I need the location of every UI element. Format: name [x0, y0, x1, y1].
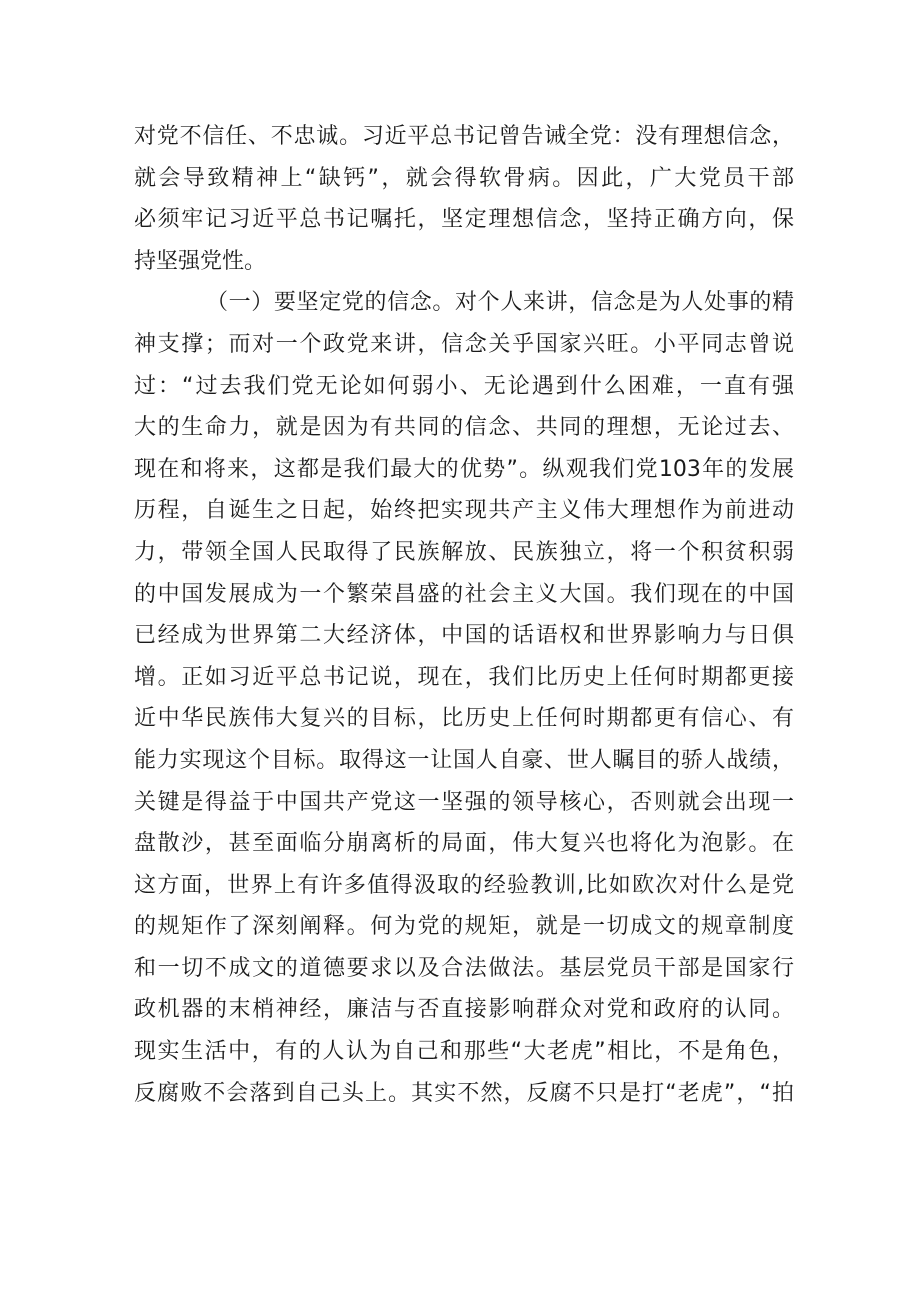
text-line: 政机器的末梢神经，廉洁与否直接影响群众对党和政府的认同。 [134, 997, 794, 1023]
text-line: 对党不信任、不忠诚。习近平总书记曾告诫全党：没有理想信念， [134, 124, 794, 149]
text-line: 和一切不成文的道德要求以及合法做法。基层党员干部是国家行 [134, 955, 794, 981]
text-line: 的中国发展成为一个繁荣昌盛的社会主义大国。我们现在的中国 [134, 581, 794, 607]
text-line: 就会导致精神上“缺钙”，就会得软骨病。因此，广大党员干部 [134, 165, 794, 191]
section-heading-line: （一）要坚定党的信念。对个人来讲，信念是为人处事的精 [206, 290, 794, 316]
paragraph-end-line: 持坚强党性。 [134, 248, 267, 274]
text-line: 现实生活中，有的人认为自己和那些“大老虎”相比，不是角色， [134, 1039, 794, 1065]
text-line: 过：“过去我们党无论如何弱小、无论遇到什么困难，一直有强 [134, 373, 794, 399]
body-text [134, 116, 794, 1114]
text-line: 关键是得益于中国共产党这一坚强的领导核心，否则就会出现一 [134, 789, 794, 815]
text-line: 已经成为世界第二大经济体，中国的话语权和世界影响力与日俱 [134, 623, 794, 649]
text-line: 近中华民族伟大复兴的目标，比历史上任何时期都更有信心、有 [134, 706, 794, 732]
text-line: 反腐败不会落到自己头上。其实不然，反腐不只是打“老虎”，“拍 [134, 1080, 794, 1106]
text-line: 现在和将来，这都是我们最大的优势”。纵观我们党103年的发展 [134, 456, 794, 482]
text-line: 必须牢记习近平总书记嘱托，坚定理想信念，坚持正确方向，保 [134, 207, 794, 233]
text-line: 能力实现这个目标。取得这一让国人自豪、世人瞩目的骄人战绩， [134, 747, 794, 773]
text-line: 神支撑；而对一个政党来讲，信念关乎国家兴旺。小平同志曾说 [134, 331, 794, 357]
text-line: 这方面，世界上有许多值得汲取的经验教训,比如欧次对什么是党 [134, 872, 794, 898]
text-line: 增。正如习近平总书记说，现在，我们比历史上任何时期都更接 [134, 664, 794, 690]
text-line: 的规矩作了深刻阐释。何为党的规矩，就是一切成文的规章制度 [134, 914, 794, 940]
text-line: 大的生命力，就是因为有共同的信念、共同的理想，无论过去、 [134, 415, 794, 441]
text-line: 盘散沙，甚至面临分崩离析的局面，伟大复兴也将化为泡影。在 [134, 831, 794, 857]
text-line: 力，带领全国人民取得了民族解放、民族独立，将一个积贫积弱 [134, 539, 794, 565]
text-line: 历程，自诞生之日起，始终把实现共产主义伟大理想作为前进动 [134, 498, 794, 524]
